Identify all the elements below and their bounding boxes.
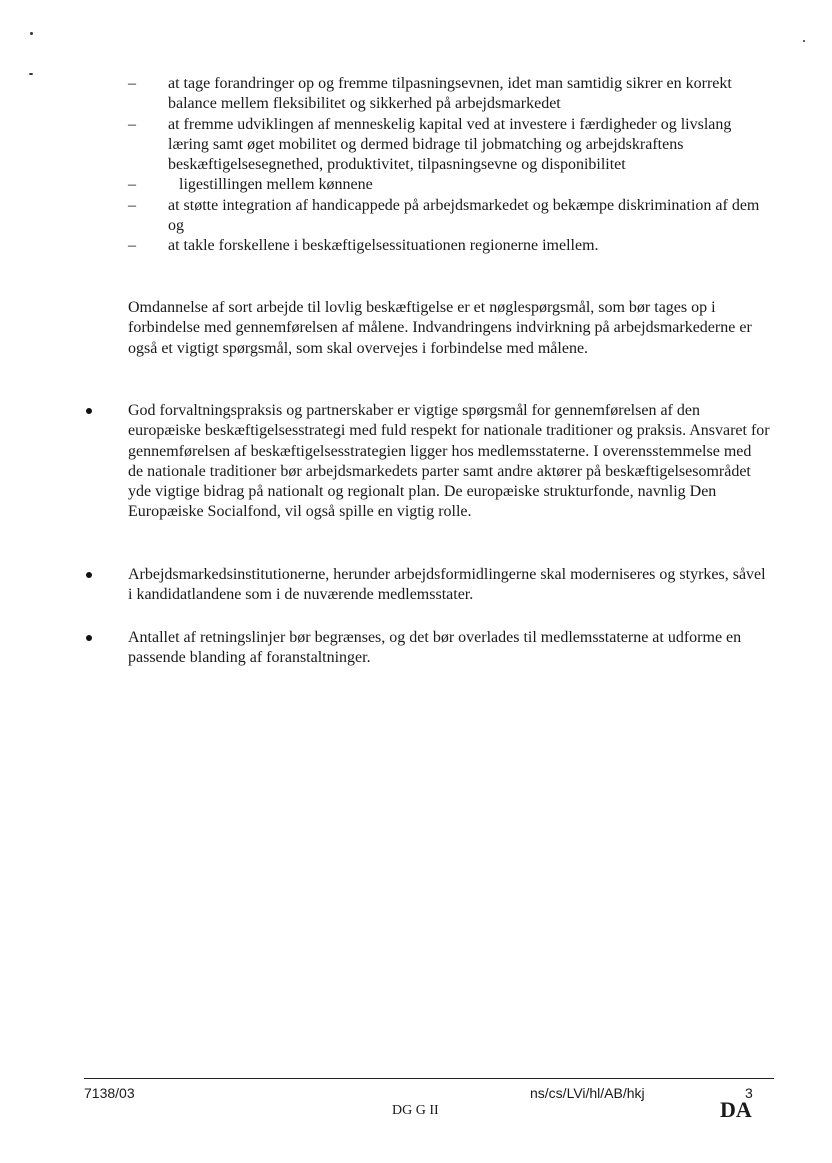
footer-rule (84, 1078, 774, 1079)
bullet-text: God forvaltningspraksis og partnerskaber er vigtige spørgsmål for gennemførelsen af den europæiske beskæftigelsesstrategi med fuld respekt for nationale traditioner og praksis. Ansvaret for gennemførelsen af beskæftigelsesstrategien ligger hos medlemsstaterne. I overensstemmelse med de nationale traditioner bør arbejdsmarkedets parter samt andre aktører på beskæftigelsesområdet yde vigtige bidrag på nationalt og regionalt plan. De europæiske strukturfonde, navnlig Den Europæiske Socialfond, vil også spille en vigtig rolle. (128, 402, 770, 521)
page-number: 3 (745, 1085, 753, 1101)
bullet-text: Arbejdsmarkedsinstitutionerne, herunder arbejdsformidlingerne skal moderniseres og styrkes, såvel i kandidatlandene som i de nuværende medlemsstater. (128, 566, 766, 604)
dash-marker: – (128, 75, 136, 92)
directorate-label: DG G II (392, 1103, 439, 1118)
scan-speck (803, 40, 805, 42)
bullet-item (86, 401, 770, 523)
dash-marker: – (128, 196, 136, 214)
dash-item-text: at takle forskellene i beskæftigelsessituationen regionerne imellem. (168, 237, 599, 255)
bullet-text: Antallet af retningslinjer bør begrænses, og det bør overlades til medlemsstaterne at udforme en passende blanding af foranstaltninger. (128, 629, 742, 667)
bullet-item (86, 628, 770, 669)
dash-marker: – (128, 115, 136, 133)
document-number: 7138/03 (84, 1085, 135, 1101)
reference-code: ns/cs/LVi/hl/AB/hkj (530, 1085, 645, 1101)
dash-marker: – (128, 237, 136, 255)
dash-list-item (124, 115, 764, 176)
dash-list-item (124, 196, 764, 237)
dash-item-text: at fremme udviklingen af menneskelig kapital ved at investere i færdigheder og livslang læring samt øget mobilitet og dermed bidrage til jobmatching og arbejdskraftens beskæftigelsesegnethed, produktivitet, tilpasningsevne og disponibilitet (168, 115, 732, 174)
bullet-item (86, 565, 770, 606)
dash-list-item (124, 175, 764, 195)
dash-item-text: at støtte integration af handicappede på arbejdsmarkedet og bekæmpe diskrimination af dem og (168, 196, 760, 235)
language-code: DA (720, 1097, 752, 1122)
dash-list (124, 74, 764, 257)
dash-item-text: ligestillingen mellem kønnene (179, 176, 373, 194)
body-paragraph: Omdannelse af sort arbejde til lovlig beskæftigelse er et nøglespørgsmål, som bør tages op i forbindelse med gennemførelsen af målene. Indvandringens indvirkning på arbejdsmarkederne er også et vigtigt spørgsmål, som skal overvejes i forbindelse med målene. (128, 299, 752, 357)
bullet-dot-icon (86, 408, 92, 414)
bullet-dot-icon (86, 635, 92, 641)
bullet-dot-icon (86, 572, 92, 578)
dash-marker: – (128, 176, 136, 194)
scan-speck (30, 32, 33, 35)
dash-item-text: at tage forandringer op og fremme tilpasningsevnen, idet man samtidig sikrer en korrekt balance mellem fleksibilitet og sikkerhed på arbejdsmarkedet (168, 75, 732, 113)
dash-list-item (124, 236, 764, 256)
dash-list-item (124, 74, 764, 115)
scan-speck (29, 73, 33, 75)
